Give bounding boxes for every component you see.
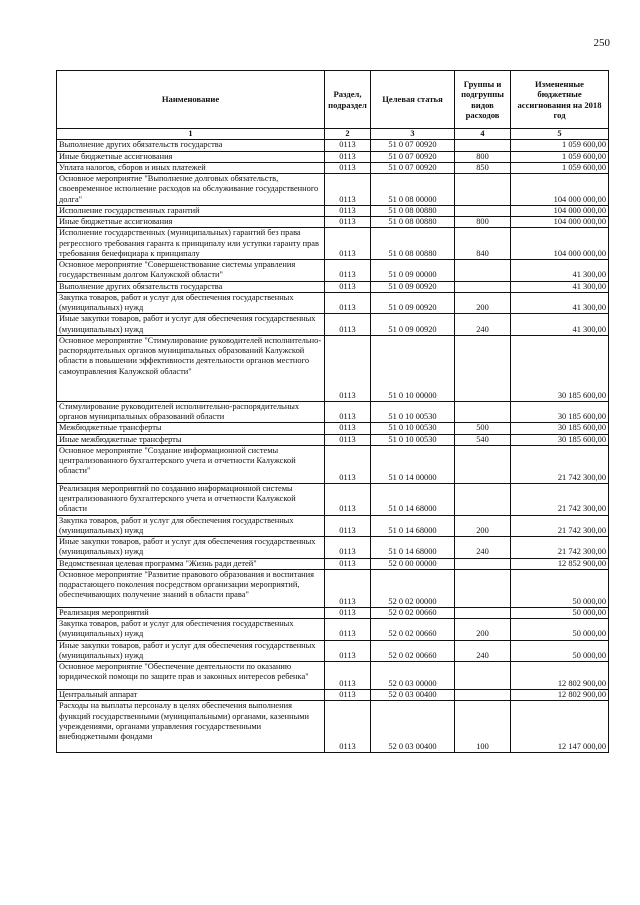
row-amount: 50 000,00 — [511, 607, 609, 618]
row-group — [455, 260, 511, 282]
table-row — [57, 640, 609, 662]
table-row — [57, 314, 609, 336]
row-name: Иные бюджетные ассигнования — [57, 151, 325, 162]
row-amount: 30 185 600,00 — [511, 434, 609, 445]
table-row — [57, 690, 609, 701]
row-target: 52 0 02 00660 — [371, 607, 455, 618]
row-target: 51 0 14 68000 — [371, 537, 455, 559]
row-name: Исполнение государственных гарантий — [57, 205, 325, 216]
row-section: 0113 — [325, 445, 371, 483]
row-section: 0113 — [325, 515, 371, 537]
table-row — [57, 335, 609, 401]
row-amount: 21 742 300,00 — [511, 445, 609, 483]
row-group: 540 — [455, 434, 511, 445]
row-amount: 12 147 000,00 — [511, 701, 609, 753]
table-row — [57, 619, 609, 641]
row-amount: 104 000 000,00 — [511, 174, 609, 206]
row-target: 51 0 09 00920 — [371, 281, 455, 292]
table-row — [57, 662, 609, 690]
row-amount: 50 000,00 — [511, 640, 609, 662]
row-amount: 104 000 000,00 — [511, 217, 609, 228]
row-group: 240 — [455, 314, 511, 336]
row-section: 0113 — [325, 569, 371, 607]
row-section: 0113 — [325, 423, 371, 434]
table-row — [57, 205, 609, 216]
column-index: 3 — [371, 129, 455, 140]
row-target: 51 0 10 00530 — [371, 434, 455, 445]
row-name: Иные межбюджетные трансферты — [57, 434, 325, 445]
row-group: 100 — [455, 701, 511, 753]
row-name: Реализация мероприятий по созданию информационной системы централизованного бухгалтерского учета и отчетности Калужской области — [57, 483, 325, 515]
table-row — [57, 260, 609, 282]
table-row — [57, 217, 609, 228]
row-section: 0113 — [325, 434, 371, 445]
row-amount: 1 059 600,00 — [511, 140, 609, 151]
row-name: Закупка товаров, работ и услуг для обеспечения государственных (муниципальных) нужд — [57, 619, 325, 641]
row-group — [455, 174, 511, 206]
row-group — [455, 607, 511, 618]
row-amount: 12 852 900,00 — [511, 558, 609, 569]
row-name: Иные закупки товаров, работ и услуг для обеспечения государственных (муниципальных) нужд — [57, 537, 325, 559]
row-target: 52 0 03 00400 — [371, 690, 455, 701]
row-section: 0113 — [325, 162, 371, 173]
row-name: Исполнение государственных (муниципальных) гарантий без права регрессного требования гаранта к принципалу или уступки гаранту прав требования бенефициара к принципалу — [57, 228, 325, 260]
row-group: 800 — [455, 151, 511, 162]
row-group — [455, 558, 511, 569]
row-target: 51 0 09 00920 — [371, 292, 455, 314]
header-target: Целевая статья — [371, 71, 455, 129]
row-section: 0113 — [325, 558, 371, 569]
row-amount: 12 802 900,00 — [511, 662, 609, 690]
table-row — [57, 558, 609, 569]
row-group: 200 — [455, 292, 511, 314]
row-amount: 50 000,00 — [511, 619, 609, 641]
row-name: Закупка товаров, работ и услуг для обеспечения государственных (муниципальных) нужд — [57, 515, 325, 537]
row-group: 200 — [455, 515, 511, 537]
row-amount: 21 742 300,00 — [511, 515, 609, 537]
row-section: 0113 — [325, 607, 371, 618]
row-section: 0113 — [325, 640, 371, 662]
row-name: Уплата налогов, сборов и иных платежей — [57, 162, 325, 173]
table-row — [57, 434, 609, 445]
table-row — [57, 292, 609, 314]
row-amount: 104 000 000,00 — [511, 228, 609, 260]
row-name: Основное мероприятие "Выполнение долговых обязательств, своевременное исполнение расходов на обслуживание государственного долга" — [57, 174, 325, 206]
row-name: Ведомственная целевая программа "Жизнь ради детей" — [57, 558, 325, 569]
row-name: Основное мероприятие "Развитие правового образования и воспитания подрастающего поколения посредством организации мероприятий, обеспечивающих получение знаний в области права" — [57, 569, 325, 607]
row-amount: 1 059 600,00 — [511, 151, 609, 162]
table-row — [57, 607, 609, 618]
row-target: 51 0 10 00000 — [371, 335, 455, 401]
row-section: 0113 — [325, 228, 371, 260]
row-name: Выполнение других обязательств государства — [57, 140, 325, 151]
row-target: 52 0 02 00660 — [371, 640, 455, 662]
header-group: Группы и подгруппы видов расходов — [455, 71, 511, 129]
row-amount: 21 742 300,00 — [511, 537, 609, 559]
row-section: 0113 — [325, 662, 371, 690]
row-target: 51 0 10 00530 — [371, 401, 455, 423]
row-section: 0113 — [325, 701, 371, 753]
row-name: Основное мероприятие "Стимулирование руководителей исполнительно-распорядительных органов муниципальных образований Калужской области в повышении эффективности деятельности органов местного самоуправления Калужской области" — [57, 335, 325, 401]
row-target: 52 0 02 00660 — [371, 619, 455, 641]
header-amount: Измененные бюджетные ассигнования на 2018 год — [511, 71, 609, 129]
budget-allocation-table — [56, 70, 609, 753]
header-row — [57, 71, 609, 129]
row-amount: 30 185 600,00 — [511, 335, 609, 401]
row-target: 51 0 14 68000 — [371, 515, 455, 537]
row-name: Иные бюджетные ассигнования — [57, 217, 325, 228]
row-group: 200 — [455, 619, 511, 641]
row-section: 0113 — [325, 217, 371, 228]
header-name: Наименование — [57, 71, 325, 129]
row-target: 51 0 09 00000 — [371, 260, 455, 282]
row-target: 51 0 07 00920 — [371, 162, 455, 173]
row-name: Закупка товаров, работ и услуг для обеспечения государственных (муниципальных) нужд — [57, 292, 325, 314]
header-section: Раздел, подраздел — [325, 71, 371, 129]
row-section: 0113 — [325, 205, 371, 216]
table-row — [57, 174, 609, 206]
row-section: 0113 — [325, 292, 371, 314]
row-name: Основное мероприятие "Обеспечение деятельности по оказанию юридической помощи по защите прав и законных интересов ребенка" — [57, 662, 325, 690]
table-row — [57, 140, 609, 151]
row-target: 51 0 07 00920 — [371, 140, 455, 151]
row-amount: 41 300,00 — [511, 314, 609, 336]
table-row — [57, 569, 609, 607]
row-group: 840 — [455, 228, 511, 260]
row-target: 51 0 09 00920 — [371, 314, 455, 336]
row-name: Центральный аппарат — [57, 690, 325, 701]
row-group: 240 — [455, 640, 511, 662]
row-target: 51 0 10 00530 — [371, 423, 455, 434]
row-section: 0113 — [325, 483, 371, 515]
table-body — [57, 140, 609, 753]
row-amount: 30 185 600,00 — [511, 423, 609, 434]
row-target: 51 0 14 00000 — [371, 445, 455, 483]
row-target: 52 0 03 00400 — [371, 701, 455, 753]
row-target: 51 0 14 68000 — [371, 483, 455, 515]
row-section: 0113 — [325, 690, 371, 701]
row-amount: 50 000,00 — [511, 569, 609, 607]
row-group: 240 — [455, 537, 511, 559]
row-name: Выполнение других обязательств государства — [57, 281, 325, 292]
row-section: 0113 — [325, 619, 371, 641]
row-target: 51 0 08 00880 — [371, 205, 455, 216]
row-section: 0113 — [325, 174, 371, 206]
row-amount: 30 185 600,00 — [511, 401, 609, 423]
row-section: 0113 — [325, 401, 371, 423]
row-group — [455, 690, 511, 701]
column-index-row — [57, 129, 609, 140]
row-section: 0113 — [325, 140, 371, 151]
row-group: 500 — [455, 423, 511, 434]
row-section: 0113 — [325, 281, 371, 292]
row-group — [455, 569, 511, 607]
row-amount: 104 000 000,00 — [511, 205, 609, 216]
row-group — [455, 281, 511, 292]
column-index: 1 — [57, 129, 325, 140]
row-name: Стимулирование руководителей исполнительно-распорядительных органов муниципальных образований области — [57, 401, 325, 423]
row-name: Реализация мероприятий — [57, 607, 325, 618]
row-target: 51 0 07 00920 — [371, 151, 455, 162]
row-group — [455, 140, 511, 151]
column-index: 5 — [511, 129, 609, 140]
row-group — [455, 662, 511, 690]
row-group: 850 — [455, 162, 511, 173]
table-row — [57, 483, 609, 515]
row-amount: 41 300,00 — [511, 260, 609, 282]
row-name: Иные закупки товаров, работ и услуг для обеспечения государственных (муниципальных) нужд — [57, 640, 325, 662]
row-amount: 1 059 600,00 — [511, 162, 609, 173]
column-index: 4 — [455, 129, 511, 140]
table-row — [57, 445, 609, 483]
row-section: 0113 — [325, 537, 371, 559]
row-name: Расходы на выплаты персоналу в целях обеспечения выполнения функций государственными (муниципальными) органами, казенными учреждениями, органами управления государственными внебюджетными фондами — [57, 701, 325, 753]
table-row — [57, 228, 609, 260]
page-number: 250 — [593, 37, 610, 49]
row-section: 0113 — [325, 260, 371, 282]
table-row — [57, 423, 609, 434]
row-name: Иные закупки товаров, работ и услуг для обеспечения государственных (муниципальных) нужд — [57, 314, 325, 336]
row-group — [455, 335, 511, 401]
row-target: 51 0 08 00880 — [371, 228, 455, 260]
table-row — [57, 151, 609, 162]
row-section: 0113 — [325, 314, 371, 336]
table-row — [57, 162, 609, 173]
row-name: Межбюджетные трансферты — [57, 423, 325, 434]
table-row — [57, 515, 609, 537]
row-group: 800 — [455, 217, 511, 228]
table-row — [57, 537, 609, 559]
row-group — [455, 401, 511, 423]
row-target: 52 0 03 00000 — [371, 662, 455, 690]
row-name: Основное мероприятие "Совершенствование системы управления государственным долгом Калужской области" — [57, 260, 325, 282]
table-row — [57, 701, 609, 753]
row-amount: 41 300,00 — [511, 281, 609, 292]
row-target: 52 0 02 00000 — [371, 569, 455, 607]
row-section: 0113 — [325, 151, 371, 162]
row-section: 0113 — [325, 335, 371, 401]
table-row — [57, 281, 609, 292]
row-target: 51 0 08 00000 — [371, 174, 455, 206]
row-amount: 21 742 300,00 — [511, 483, 609, 515]
row-group — [455, 205, 511, 216]
column-index: 2 — [325, 129, 371, 140]
row-group — [455, 483, 511, 515]
row-target: 52 0 00 00000 — [371, 558, 455, 569]
row-amount: 41 300,00 — [511, 292, 609, 314]
row-name: Основное мероприятие "Создание информационной системы централизованного бухгалтерского учета и отчетности Калужской области" — [57, 445, 325, 483]
row-group — [455, 445, 511, 483]
row-amount: 12 802 900,00 — [511, 690, 609, 701]
table-row — [57, 401, 609, 423]
row-target: 51 0 08 00880 — [371, 217, 455, 228]
